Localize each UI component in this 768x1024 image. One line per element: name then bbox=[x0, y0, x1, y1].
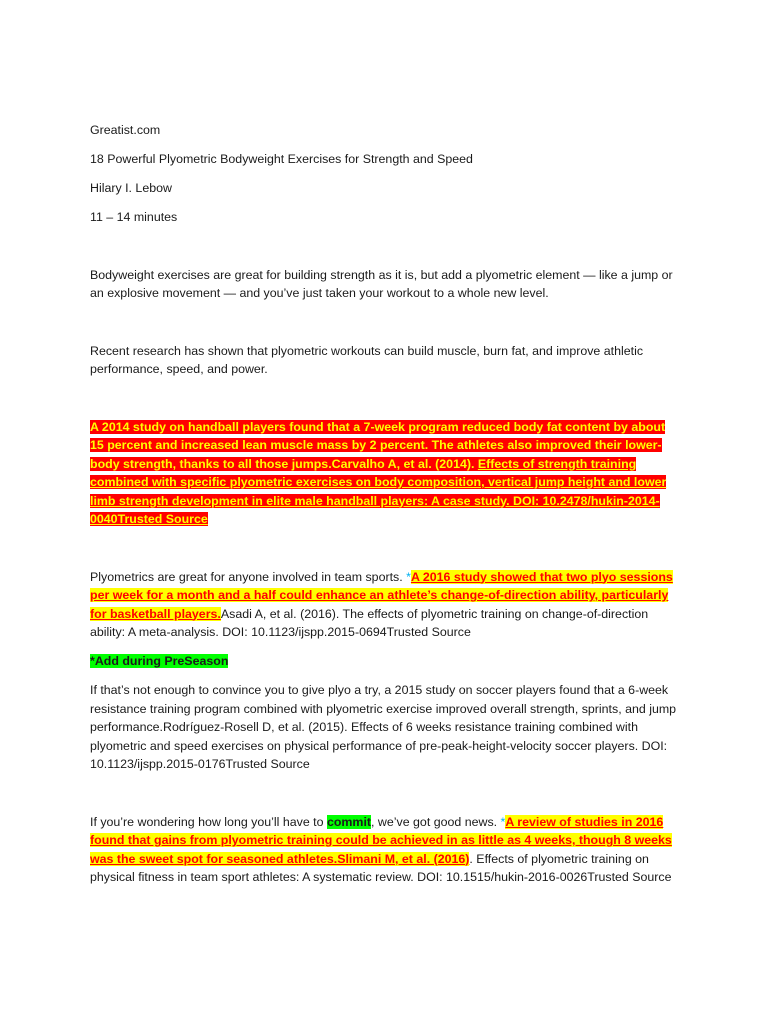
basketball-study-citation: Asadi A, et al. (2016). The effects of plyometric training on change-of-direction ability: A meta-analysis. DOI: 10.1123/ijspp.2015-0694Trusted Source bbox=[90, 606, 649, 639]
article-author: Hilary I. Lebow bbox=[90, 181, 172, 195]
basketball-study-link[interactable]: A 2016 study showed that two plyo sessions per week for a month and a half could enhance an athlete’s change-of-direction ability, particularly for basketball players. bbox=[90, 569, 673, 621]
comment-marker[interactable]: * bbox=[500, 814, 506, 829]
preseason-note bbox=[90, 652, 682, 671]
paragraph-research: Recent research has shown that plyometric workouts can build muscle, burn fat, and improve athletic performance, speed, and power. bbox=[90, 343, 644, 376]
preseason-note-text: *Add during PreSeason bbox=[90, 654, 229, 668]
paragraph-soccer-study: If that’s not enough to convince you to give plyo a try, a 2015 study on soccer players found that a 6-week resistance training program combined with plyometric exercise improved overall strength, sprints, and jump performance.Rodríguez-Rosell D, et al. (2015). Effects of 6 weeks resistance training combined with plyometric and speed exercises on physical performance of pre-peak-height-velocity soccer players. DOI: 10.1123/ijspp.2015-0176Trusted Source bbox=[90, 683, 677, 771]
team-sports-intro: Plyometrics are great for anyone involved in team sports. bbox=[90, 569, 407, 584]
review-study-citation: . Effects of plyometric training on physical fitness in team sport athletes: A systematic review. DOI: 10.1515/hukin-2016-0026Trusted Source bbox=[90, 851, 672, 884]
source-site: Greatist.com bbox=[90, 123, 161, 137]
review-study-link[interactable]: A review of studies in 2016 found that gains from plyometric training could be achieved in as little as 4 weeks, though 8 weeks was the sweet spot for seasoned athletes.Slimani M, et al. (2016) bbox=[90, 814, 672, 866]
paragraph-intro: Bodyweight exercises are great for building strength as it is, but add a plyometric element — like a jump or an explosive movement — and you’ve just taken your workout to a whole new level. bbox=[90, 267, 673, 300]
paragraph-commitment bbox=[90, 813, 682, 887]
read-time: 11 – 14 minutes bbox=[90, 210, 178, 224]
document-body bbox=[90, 121, 682, 887]
handball-study-highlight: A 2014 study on handball players found that a 7-week program reduced body fat content by about 15 percent and increased lean muscle mass by 2 percent. The athletes also improved their lower-body strength, thanks to all those jumps.Carvalho A, et al. (2014). bbox=[90, 419, 666, 471]
comment-marker[interactable]: * bbox=[406, 569, 411, 584]
handball-study-link[interactable]: Effects of strength training combined with specific plyometric exercises on body composition, vertical jump height and lower limb strength development in elite male handball players: A case study. DOI: 10.2478/hukin-2014-0040Trusted Source bbox=[90, 456, 667, 526]
commitment-mid: , we’ve got good news. bbox=[371, 814, 501, 829]
paragraph-team-sports bbox=[90, 568, 682, 642]
article-title: 18 Powerful Plyometric Bodyweight Exercises for Strength and Speed bbox=[90, 152, 473, 166]
commitment-intro: If you’re wondering how long you’ll have to bbox=[90, 814, 327, 829]
commit-highlight: commit bbox=[326, 814, 372, 829]
paragraph-handball-study bbox=[90, 418, 682, 529]
